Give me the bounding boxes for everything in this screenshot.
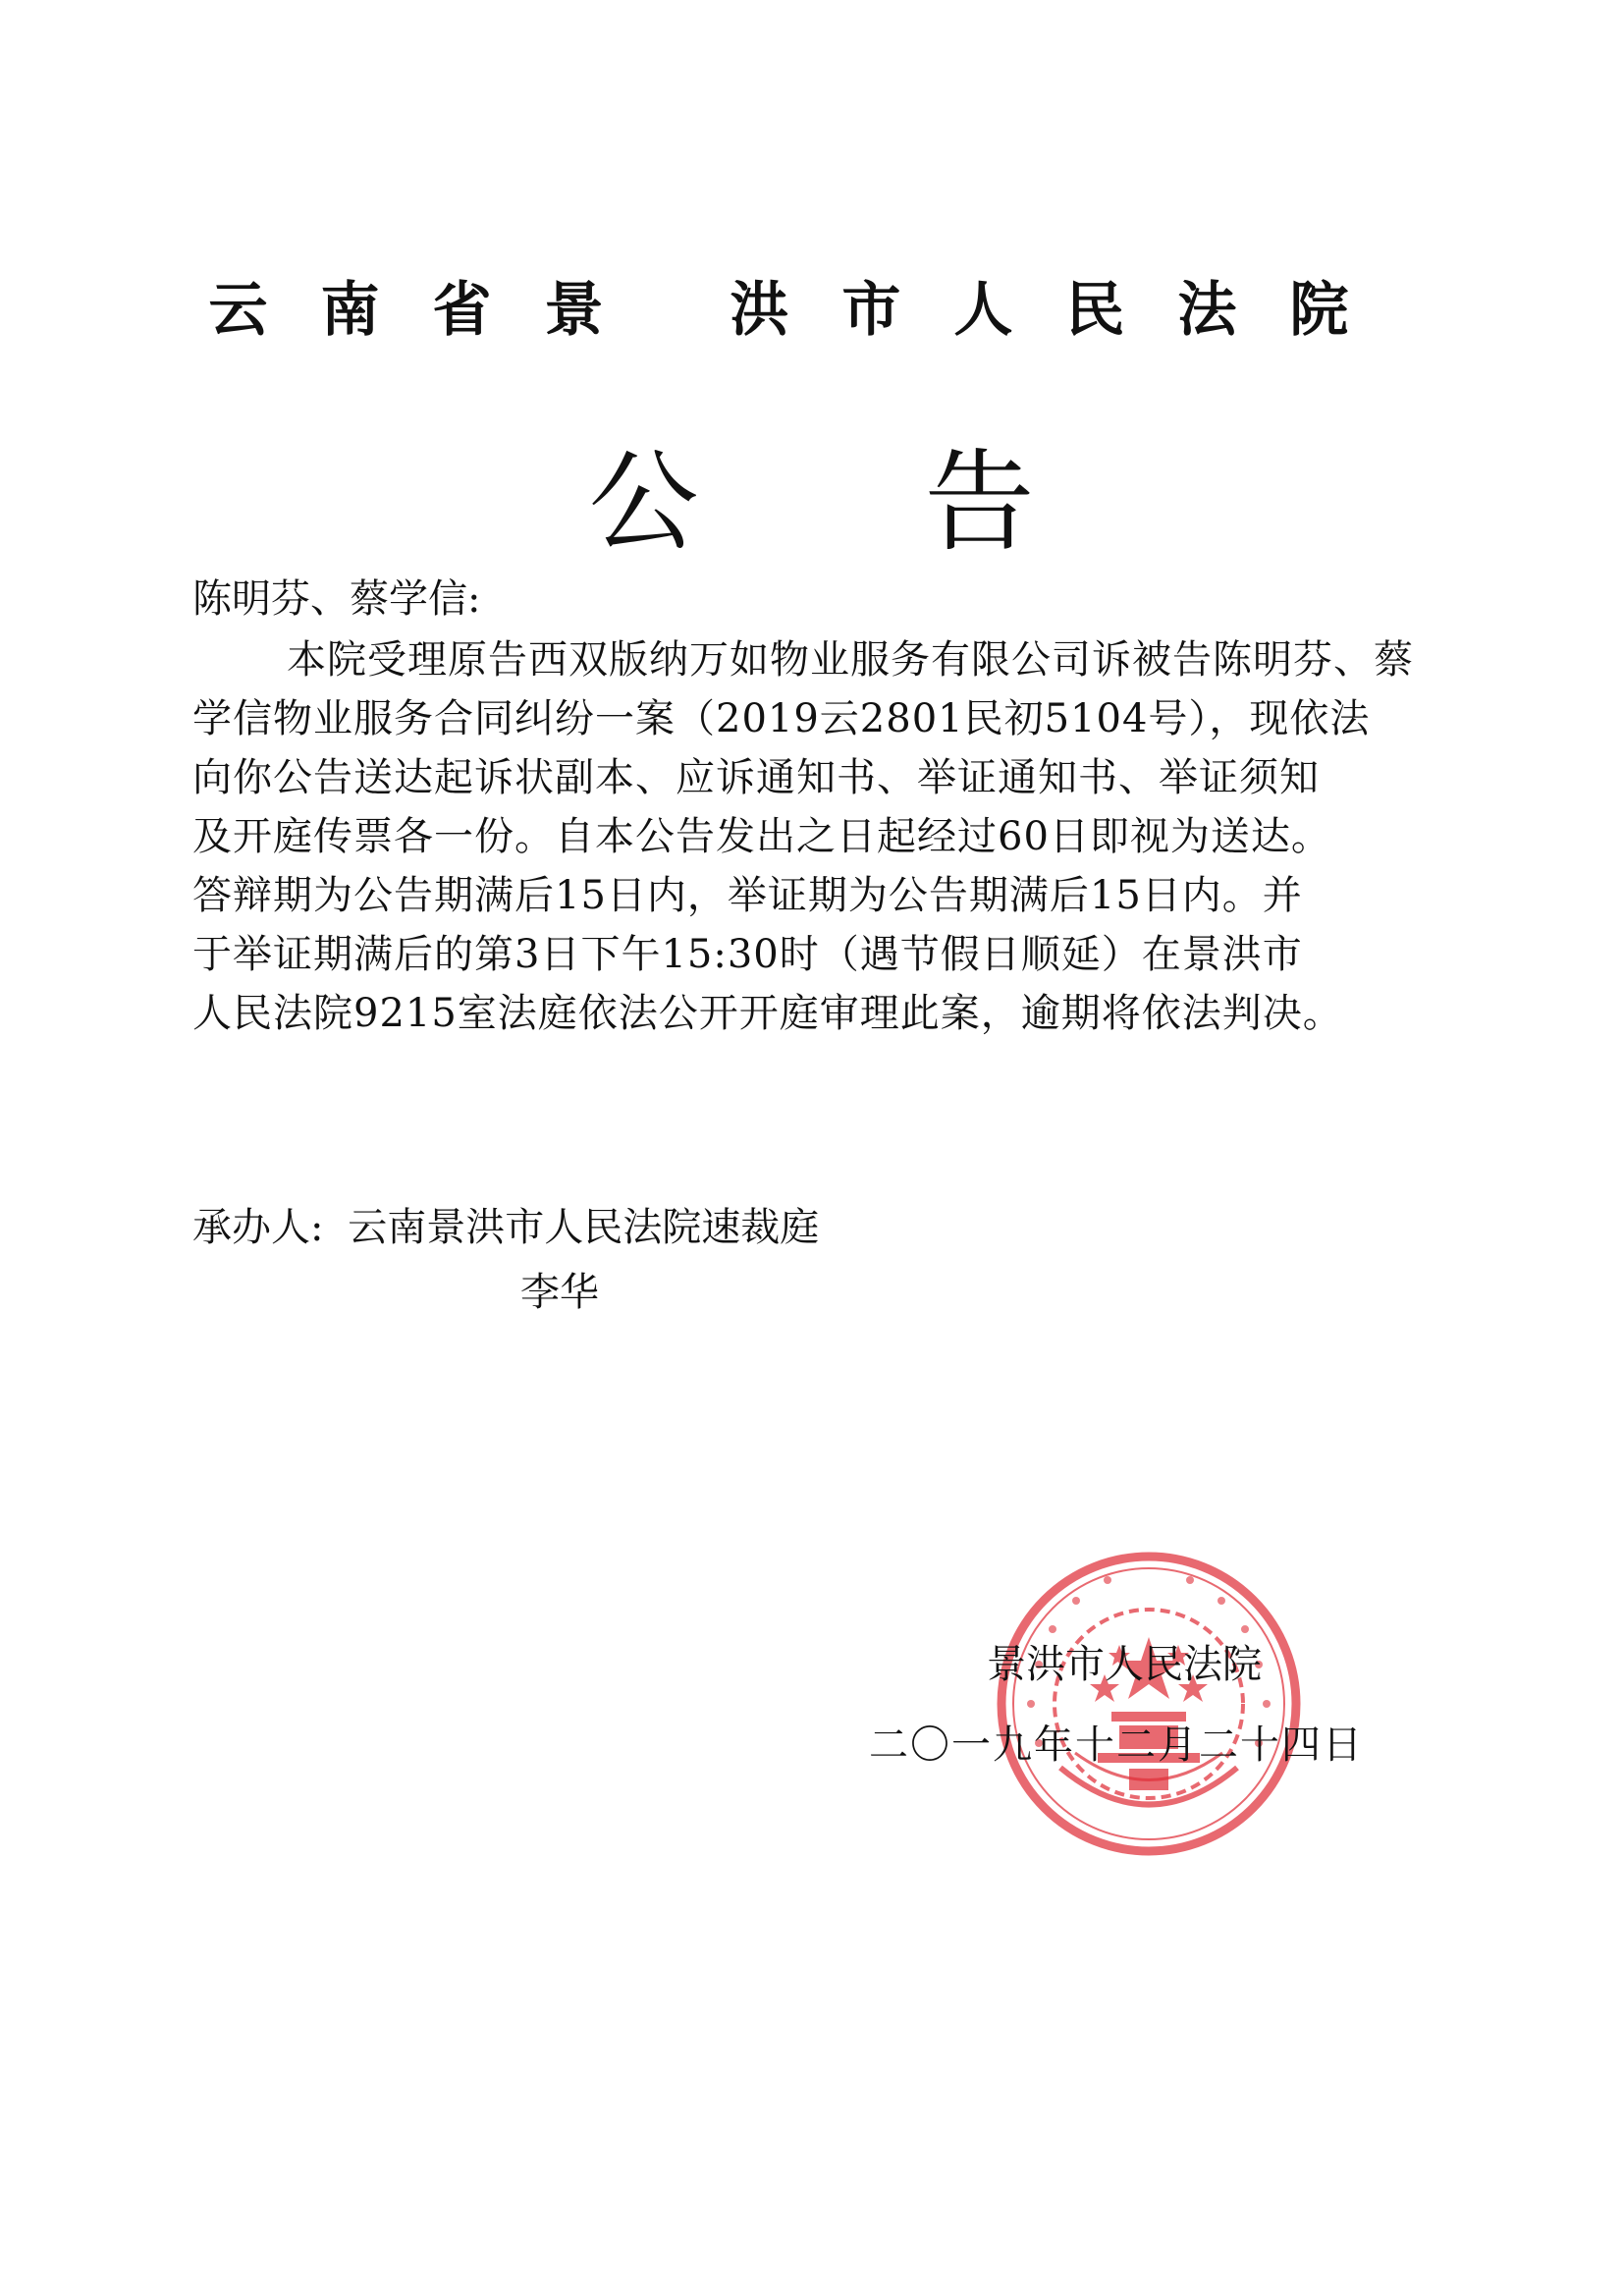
body-line: 人民法院9215室法庭依法公开开庭审理此案，逾期将依法判决。 [192, 991, 1343, 1036]
handler-name: 李华 [520, 1270, 599, 1315]
body-line: 答辩期为公告期满后15日内，举证期为公告期满后15日内。并 [192, 873, 1303, 918]
handler-line [192, 1196, 819, 1252]
handler-organization: 云南景洪市人民法院速裁庭 [348, 1205, 820, 1250]
body-line: 及开庭传票各一份。自本公告发出之日起经过60日即视为送达。 [192, 814, 1331, 859]
notice-body [192, 630, 1430, 1043]
body-line: 学信物业服务合同纠纷一案（2019云2801民初5104号），现依法 [192, 696, 1371, 741]
signing-court: 景洪市人民法院 [987, 1642, 1262, 1687]
court-name-heading: 云南省景 洪市人民法院 [208, 276, 1402, 345]
body-line: 向你公告送达起诉状副本、应诉通知书、举证通知书、举证须知 [192, 755, 1320, 800]
signing-date: 二〇一九年十二月二十四日 [869, 1722, 1364, 1768]
notice-title: 公告 [588, 439, 1261, 567]
body-line: 于举证期满后的第3日下午15:30时（遇节假日顺延）在景洪市 [192, 932, 1303, 977]
body-line: 本院受理原告西双版纳万如物业服务有限公司诉被告陈明芬、蔡 [287, 637, 1414, 683]
addressee: 陈明芬、蔡学信: [192, 576, 481, 622]
handler-label: 承办人: [192, 1205, 324, 1250]
court-seal-icon [992, 1547, 1306, 1861]
